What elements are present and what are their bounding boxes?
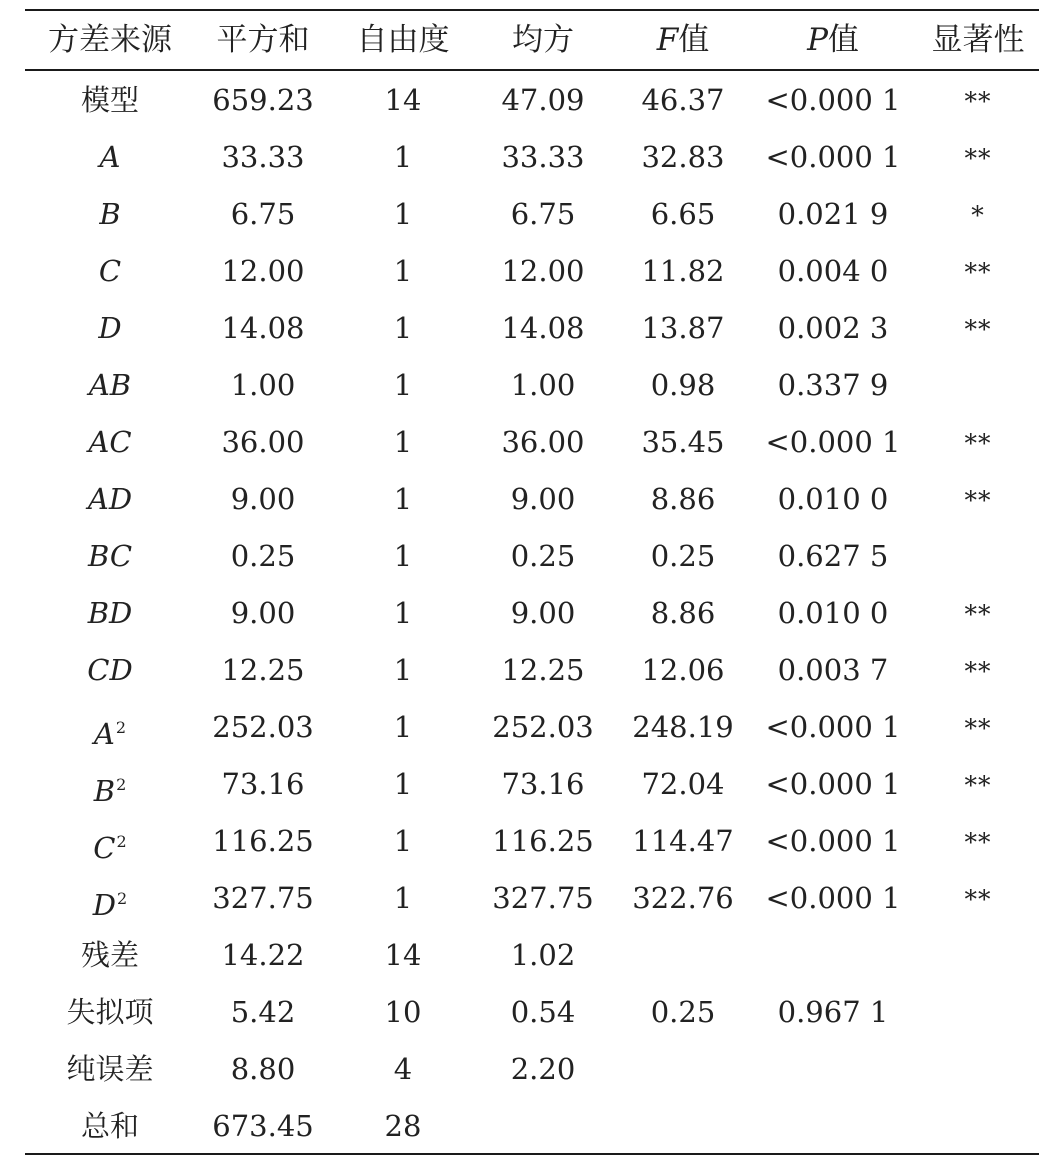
degrees-of-freedom-cell-text: 1 (393, 881, 413, 915)
header-sum-of-squares-label: 平方和 (216, 22, 310, 58)
sum-of-squares-cell (193, 1041, 333, 1098)
header-source-label: 方差来源 (48, 22, 172, 58)
source-cell (40, 471, 180, 528)
mean-square-cell-text: 47.09 (501, 83, 585, 117)
p-value-cell-text: 0.967 1 (777, 995, 889, 1029)
degrees-of-freedom-cell (333, 1041, 473, 1098)
header-f-label: 值 (678, 22, 710, 58)
header-p-value (753, 12, 913, 69)
source-cell (40, 414, 180, 471)
mean-square-cell (473, 585, 613, 642)
degrees-of-freedom-cell (333, 642, 473, 699)
sum-of-squares-cell (193, 357, 333, 414)
significance-cell (913, 813, 1043, 870)
mean-square-cell-text: 2.20 (510, 1052, 576, 1086)
mean-square-cell (473, 243, 613, 300)
degrees-of-freedom-cell-text: 1 (393, 140, 413, 174)
mean-square-cell (473, 984, 613, 1041)
header-degrees-of-freedom-label: 自由度 (356, 22, 450, 58)
significance-cell-text: ** (964, 87, 992, 116)
p-value-cell-text: 0.021 9 (777, 197, 889, 231)
significance-cell (913, 528, 1043, 585)
sum-of-squares-cell (193, 414, 333, 471)
header-mean-square-label: 均方 (512, 22, 574, 58)
table-row (0, 1098, 1064, 1155)
significance-cell-text: ** (964, 258, 992, 287)
source-cell (40, 1098, 180, 1155)
mean-square-cell-text: 36.00 (501, 425, 585, 459)
source-cell-text: B (93, 774, 116, 808)
mean-square-cell (473, 1041, 613, 1098)
significance-cell (913, 186, 1043, 243)
header-p-label: 值 (827, 22, 859, 58)
f-value-cell-text: 32.83 (641, 140, 725, 174)
significance-cell-text: ** (964, 771, 992, 800)
mean-square-cell-text: 9.00 (510, 596, 576, 630)
sum-of-squares-cell-text: 1.00 (230, 368, 296, 402)
f-value-cell-text: 12.06 (641, 653, 725, 687)
mean-square-cell-text: 116.25 (492, 824, 594, 858)
degrees-of-freedom-cell (333, 300, 473, 357)
header-source (40, 12, 180, 69)
sum-of-squares-cell (193, 585, 333, 642)
f-value-cell (613, 1098, 753, 1155)
p-value-cell (753, 585, 913, 642)
source-cell (40, 72, 180, 129)
sum-of-squares-cell-text: 12.25 (221, 653, 305, 687)
significance-cell (913, 984, 1043, 1041)
f-value-cell (613, 471, 753, 528)
f-value-cell-text: 0.25 (650, 995, 716, 1029)
mean-square-cell (473, 813, 613, 870)
degrees-of-freedom-cell-text: 14 (384, 938, 422, 972)
sum-of-squares-cell (193, 699, 333, 756)
table-row (0, 414, 1064, 471)
degrees-of-freedom-cell-text: 1 (393, 197, 413, 231)
table-row (0, 186, 1064, 243)
significance-cell (913, 357, 1043, 414)
table-row (0, 870, 1064, 927)
p-value-cell-text: <0.000 1 (765, 140, 901, 174)
mean-square-cell (473, 699, 613, 756)
f-value-cell-text: 0.98 (650, 368, 716, 402)
mean-square-cell (473, 528, 613, 585)
p-value-cell-text: 0.003 7 (777, 653, 889, 687)
p-value-cell-text: <0.000 1 (765, 824, 901, 858)
source-cell-text: A (99, 140, 121, 174)
degrees-of-freedom-cell (333, 414, 473, 471)
sum-of-squares-cell-text: 659.23 (212, 83, 314, 117)
table-row (0, 129, 1064, 186)
sum-of-squares-cell (193, 528, 333, 585)
degrees-of-freedom-cell (333, 927, 473, 984)
source-cell (40, 129, 180, 186)
f-value-cell (613, 357, 753, 414)
sum-of-squares-cell (193, 756, 333, 813)
sum-of-squares-cell-text: 116.25 (212, 824, 314, 858)
header-p-symbol: P (807, 22, 828, 58)
degrees-of-freedom-cell (333, 129, 473, 186)
source-cell-text: 总和 (80, 1109, 139, 1143)
mean-square-cell-text: 0.25 (510, 539, 576, 573)
header-f-symbol: F (656, 22, 679, 58)
sum-of-squares-cell-text: 9.00 (230, 596, 296, 630)
significance-cell-text: ** (964, 486, 992, 515)
degrees-of-freedom-cell (333, 72, 473, 129)
significance-cell (913, 585, 1043, 642)
source-cell-text: D (98, 311, 122, 345)
header-significance (913, 12, 1043, 69)
significance-cell-text: ** (964, 144, 992, 173)
f-value-cell (613, 1041, 753, 1098)
p-value-cell (753, 243, 913, 300)
source-cell-text: C (93, 831, 116, 865)
degrees-of-freedom-cell-text: 4 (393, 1052, 413, 1086)
p-value-cell-text: 0.002 3 (777, 311, 889, 345)
significance-cell-text: ** (964, 828, 992, 857)
source-cell (40, 927, 180, 984)
f-value-cell (613, 129, 753, 186)
source-cell (40, 870, 180, 927)
p-value-cell (753, 72, 913, 129)
mean-square-cell (473, 927, 613, 984)
source-cell (40, 984, 180, 1041)
source-cell-text: BC (87, 539, 133, 573)
p-value-cell-text: <0.000 1 (765, 83, 901, 117)
f-value-cell-text: 35.45 (641, 425, 725, 459)
significance-cell-text: ** (964, 657, 992, 686)
f-value-cell (613, 699, 753, 756)
degrees-of-freedom-cell-text: 1 (393, 653, 413, 687)
sum-of-squares-cell-text: 9.00 (230, 482, 296, 516)
f-value-cell-text: 8.86 (650, 596, 716, 630)
degrees-of-freedom-cell-text: 1 (393, 425, 413, 459)
f-value-cell (613, 528, 753, 585)
degrees-of-freedom-cell (333, 471, 473, 528)
sum-of-squares-cell (193, 129, 333, 186)
significance-cell (913, 1041, 1043, 1098)
p-value-cell-text: <0.000 1 (765, 425, 901, 459)
table-top-rule (25, 9, 1039, 11)
significance-cell (913, 870, 1043, 927)
significance-cell-text: ** (964, 885, 992, 914)
mean-square-cell (473, 357, 613, 414)
mean-square-cell-text: 252.03 (492, 710, 594, 744)
sum-of-squares-cell-text: 14.22 (221, 938, 305, 972)
sum-of-squares-cell (193, 243, 333, 300)
table-header-row (0, 12, 1064, 69)
f-value-cell (613, 72, 753, 129)
degrees-of-freedom-cell-text: 1 (393, 368, 413, 402)
source-cell (40, 699, 180, 756)
p-value-cell (753, 528, 913, 585)
table-row (0, 642, 1064, 699)
significance-cell (913, 642, 1043, 699)
p-value-cell (753, 129, 913, 186)
mean-square-cell-text: 6.75 (510, 197, 576, 231)
header-significance-label: 显著性 (931, 22, 1025, 58)
p-value-cell-text: 0.627 5 (777, 539, 889, 573)
source-cell-text: C (98, 254, 122, 288)
source-cell-text: CD (87, 653, 133, 687)
mean-square-cell (473, 756, 613, 813)
degrees-of-freedom-cell (333, 186, 473, 243)
mean-square-cell-text: 33.33 (501, 140, 585, 174)
degrees-of-freedom-cell-text: 1 (393, 596, 413, 630)
table-header-rule (25, 69, 1039, 71)
significance-cell (913, 927, 1043, 984)
sum-of-squares-cell-text: 0.25 (230, 539, 296, 573)
source-cell-text: D (92, 888, 117, 922)
f-value-cell-text: 46.37 (641, 83, 725, 117)
header-sum-of-squares (193, 12, 333, 69)
mean-square-cell (473, 870, 613, 927)
mean-square-cell (473, 414, 613, 471)
degrees-of-freedom-cell-text: 1 (393, 767, 413, 801)
source-exponent: 2 (116, 832, 127, 851)
degrees-of-freedom-cell (333, 357, 473, 414)
significance-cell (913, 471, 1043, 528)
header-mean-square (473, 12, 613, 69)
table-row (0, 1041, 1064, 1098)
degrees-of-freedom-cell-text: 1 (393, 311, 413, 345)
source-cell (40, 585, 180, 642)
p-value-cell (753, 927, 913, 984)
degrees-of-freedom-cell (333, 813, 473, 870)
p-value-cell-text: <0.000 1 (765, 767, 901, 801)
p-value-cell-text: 0.337 9 (777, 368, 889, 402)
source-exponent: 2 (117, 889, 128, 908)
sum-of-squares-cell-text: 327.75 (212, 881, 314, 915)
degrees-of-freedom-cell (333, 528, 473, 585)
sum-of-squares-cell-text: 73.16 (221, 767, 305, 801)
degrees-of-freedom-cell-text: 1 (393, 539, 413, 573)
source-cell-text: 残差 (80, 938, 139, 972)
mean-square-cell (473, 471, 613, 528)
f-value-cell (613, 243, 753, 300)
degrees-of-freedom-cell-text: 1 (393, 254, 413, 288)
mean-square-cell-text: 12.00 (501, 254, 585, 288)
f-value-cell (613, 927, 753, 984)
source-exponent: 2 (116, 775, 127, 794)
source-cell-text: AB (88, 368, 132, 402)
degrees-of-freedom-cell (333, 756, 473, 813)
table-row (0, 471, 1064, 528)
sum-of-squares-cell-text: 6.75 (230, 197, 296, 231)
source-cell (40, 243, 180, 300)
sum-of-squares-cell-text: 33.33 (221, 140, 305, 174)
mean-square-cell (473, 642, 613, 699)
p-value-cell-text: <0.000 1 (765, 881, 901, 915)
p-value-cell (753, 642, 913, 699)
f-value-cell-text: 0.25 (650, 539, 716, 573)
p-value-cell-text: <0.000 1 (765, 710, 901, 744)
significance-cell (913, 243, 1043, 300)
mean-square-cell-text: 327.75 (492, 881, 594, 915)
f-value-cell (613, 585, 753, 642)
p-value-cell-text: 0.010 0 (777, 482, 889, 516)
source-cell (40, 813, 180, 870)
table-row (0, 756, 1064, 813)
significance-cell-text: ** (964, 714, 992, 743)
mean-square-cell-text: 12.25 (501, 653, 585, 687)
degrees-of-freedom-cell-text: 1 (393, 482, 413, 516)
sum-of-squares-cell-text: 36.00 (221, 425, 305, 459)
degrees-of-freedom-cell-text: 1 (393, 710, 413, 744)
mean-square-cell-text: 73.16 (501, 767, 585, 801)
table-row (0, 813, 1064, 870)
sum-of-squares-cell-text: 5.42 (230, 995, 296, 1029)
p-value-cell (753, 1041, 913, 1098)
f-value-cell (613, 300, 753, 357)
sum-of-squares-cell-text: 12.00 (221, 254, 305, 288)
source-cell-text: A (93, 717, 115, 751)
header-f-value (613, 12, 753, 69)
f-value-cell-text: 114.47 (632, 824, 734, 858)
p-value-cell (753, 870, 913, 927)
f-value-cell-text: 248.19 (632, 710, 734, 744)
table-row (0, 357, 1064, 414)
sum-of-squares-cell-text: 8.80 (230, 1052, 296, 1086)
p-value-cell (753, 186, 913, 243)
source-cell-text: 纯误差 (66, 1052, 154, 1086)
significance-cell-text: ** (964, 315, 992, 344)
table-row (0, 72, 1064, 129)
sum-of-squares-cell (193, 927, 333, 984)
p-value-cell (753, 699, 913, 756)
source-cell (40, 357, 180, 414)
table-row (0, 300, 1064, 357)
degrees-of-freedom-cell-text: 28 (384, 1109, 422, 1143)
f-value-cell (613, 414, 753, 471)
degrees-of-freedom-cell (333, 984, 473, 1041)
source-cell (40, 756, 180, 813)
degrees-of-freedom-cell (333, 1098, 473, 1155)
table-row (0, 699, 1064, 756)
source-cell-text: B (99, 197, 121, 231)
significance-cell (913, 699, 1043, 756)
sum-of-squares-cell (193, 72, 333, 129)
f-value-cell (613, 813, 753, 870)
sum-of-squares-cell (193, 642, 333, 699)
source-cell (40, 1041, 180, 1098)
degrees-of-freedom-cell-text: 14 (384, 83, 422, 117)
sum-of-squares-cell (193, 300, 333, 357)
mean-square-cell-text: 9.00 (510, 482, 576, 516)
degrees-of-freedom-cell (333, 243, 473, 300)
significance-cell (913, 756, 1043, 813)
significance-cell (913, 414, 1043, 471)
significance-cell-text: * (971, 201, 985, 230)
significance-cell-text: ** (964, 600, 992, 629)
table-row (0, 984, 1064, 1041)
f-value-cell (613, 186, 753, 243)
table-row (0, 243, 1064, 300)
sum-of-squares-cell-text: 252.03 (212, 710, 314, 744)
source-cell-text: AD (87, 482, 133, 516)
significance-cell-text: ** (964, 429, 992, 458)
mean-square-cell-text: 0.54 (510, 995, 576, 1029)
p-value-cell (753, 813, 913, 870)
f-value-cell-text: 72.04 (641, 767, 725, 801)
mean-square-cell (473, 186, 613, 243)
table-row (0, 528, 1064, 585)
p-value-cell-text: 0.010 0 (777, 596, 889, 630)
mean-square-cell-text: 14.08 (501, 311, 585, 345)
sum-of-squares-cell-text: 673.45 (212, 1109, 314, 1143)
f-value-cell-text: 13.87 (641, 311, 725, 345)
source-cell (40, 642, 180, 699)
degrees-of-freedom-cell (333, 699, 473, 756)
source-exponent: 2 (115, 718, 127, 737)
degrees-of-freedom-cell (333, 585, 473, 642)
significance-cell (913, 300, 1043, 357)
degrees-of-freedom-cell-text: 1 (393, 824, 413, 858)
header-degrees-of-freedom (333, 12, 473, 69)
mean-square-cell (473, 72, 613, 129)
sum-of-squares-cell (193, 471, 333, 528)
f-value-cell (613, 642, 753, 699)
f-value-cell-text: 6.65 (650, 197, 716, 231)
significance-cell (913, 129, 1043, 186)
significance-cell (913, 72, 1043, 129)
p-value-cell (753, 471, 913, 528)
source-cell (40, 186, 180, 243)
f-value-cell (613, 870, 753, 927)
mean-square-cell-text: 1.00 (510, 368, 576, 402)
degrees-of-freedom-cell (333, 870, 473, 927)
p-value-cell (753, 357, 913, 414)
f-value-cell-text: 8.86 (650, 482, 716, 516)
p-value-cell (753, 414, 913, 471)
source-cell-text: BD (87, 596, 133, 630)
table-row (0, 927, 1064, 984)
sum-of-squares-cell (193, 1098, 333, 1155)
p-value-cell (753, 300, 913, 357)
mean-square-cell (473, 129, 613, 186)
sum-of-squares-cell (193, 186, 333, 243)
p-value-cell (753, 1098, 913, 1155)
mean-square-cell-text: 1.02 (510, 938, 576, 972)
f-value-cell-text: 322.76 (632, 881, 734, 915)
f-value-cell (613, 984, 753, 1041)
f-value-cell-text: 11.82 (641, 254, 725, 288)
source-cell-text: 失拟项 (66, 995, 154, 1029)
sum-of-squares-cell (193, 984, 333, 1041)
sum-of-squares-cell-text: 14.08 (221, 311, 305, 345)
degrees-of-freedom-cell-text: 10 (384, 995, 422, 1029)
p-value-cell-text: 0.004 0 (777, 254, 889, 288)
sum-of-squares-cell (193, 870, 333, 927)
source-cell (40, 528, 180, 585)
table-row (0, 585, 1064, 642)
source-cell-text: AC (88, 425, 132, 459)
p-value-cell (753, 984, 913, 1041)
mean-square-cell (473, 300, 613, 357)
p-value-cell (753, 756, 913, 813)
mean-square-cell (473, 1098, 613, 1155)
significance-cell (913, 1098, 1043, 1155)
f-value-cell (613, 756, 753, 813)
source-cell-text: 模型 (80, 83, 139, 117)
sum-of-squares-cell (193, 813, 333, 870)
source-cell (40, 300, 180, 357)
